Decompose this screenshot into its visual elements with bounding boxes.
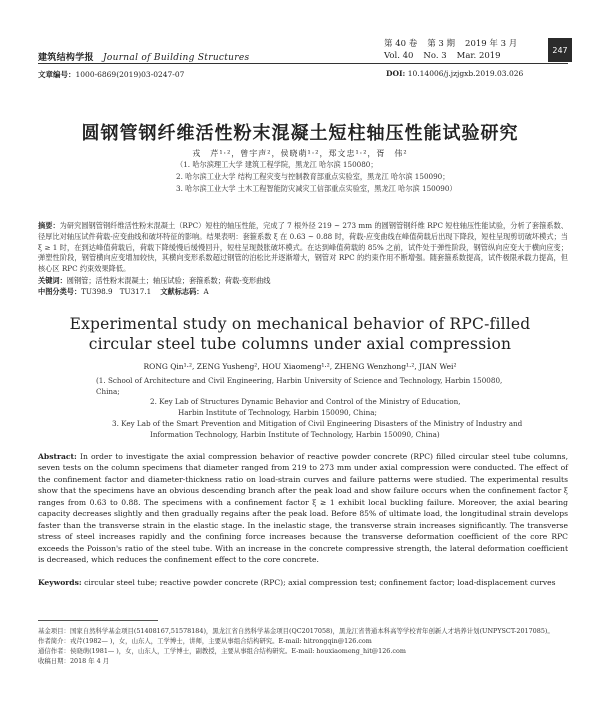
header-rule: [38, 63, 568, 64]
doi-label: DOI:: [386, 69, 406, 78]
authors-en: RONG Qin¹·², ZENG Yusheng², HOU Xiaomeng¹·², ZHENG Wenzhong¹·², JIAN Wei²: [143, 362, 457, 371]
doc-code-label: 文献标志码：: [160, 287, 204, 296]
issue-cn: 第 3 期: [427, 39, 456, 49]
abstract-en-text: In order to investigate the axial compression behavior of reactive powder concrete (RPC) filled circular steel tube columns, seven tests on the column specimens that diameter ranged from 219 to 273 mm under axial compression were conducted. The effect of the confinement factor and diameter-thickness ratio on load-strain curves and failure patterns were studied. The experimental results show that the specimens have an obvious descending branch after the peak load and show failure occurs when the confinement factor ξ ranges from 0.63 to 0.88. The specimens with a confinement factor ξ ≥ 1 exhibit local buckling failure. Moreover, the axial bearing capacity decreases slightly and then gradually regains after the peak load. Before 85% of ultimate load, the longitudinal strain develops faster than the transverse strain in the elastic stage. In the inelastic stage, the transverse strain increases significantly. The transverse stress of steel increases rapidly and the confining force increases because the transverse deformation coefficient of the core RPC exceeds the Poisson's ratio of the steel tube. With an increase in the concrete compressive strength, the lateral deformation coefficient is decreased, which reduces the confinement effect to the core concrete.: [38, 452, 568, 565]
affiliations-en: [96, 376, 528, 440]
date-en: Mar. 2019: [456, 51, 501, 61]
keywords-en: [38, 577, 568, 588]
affiliation-cn-3: 3. 哈尔滨工业大学 土木工程智能防灾减灾工信部重点实验室，黑龙江 哈尔滨 150090）: [176, 184, 457, 193]
abstract-cn-label: 摘要：: [38, 221, 60, 230]
affiliations-cn: [176, 159, 516, 195]
journal-header: [38, 50, 249, 63]
paper-title-en: [0, 314, 600, 354]
keywords-en-text: circular steel tube; reactive powder concrete (RPC); axial compression test; confinement factor; load-displacement curves: [84, 578, 556, 587]
issue-en: No. 3: [423, 51, 447, 61]
footnote-rule: [38, 620, 158, 621]
footnotes: [38, 626, 568, 666]
affiliation-en-1: (1. School of Architecture and Civil Engineering, Harbin University of Science and Technology, Harbin 150080, China;: [96, 376, 503, 396]
footnote-received: 收稿日期：2018 年 4 月: [38, 657, 110, 665]
abstract-cn: [38, 221, 568, 275]
paper-title-cn: 圆钢管钢纤维活性粉末混凝土短柱轴压性能试验研究: [81, 123, 519, 144]
article-number-value: 1000-6869(2019)03-0247-07: [75, 70, 185, 79]
abstract-en: [38, 451, 568, 566]
paper-title-en-line1: Experimental study on mechanical behavior of RPC-filled: [69, 315, 531, 333]
doi-value: 10.14006/j.jzjgxb.2019.03.026: [407, 69, 524, 78]
date-cn: 2019 年 3 月: [465, 39, 518, 49]
affiliation-en-3b: Information Technology, Harbin Institute of Technology, Harbin 150090, China): [150, 429, 440, 439]
affiliation-en-3a: 3. Key Lab of the Smart Prevention and Mitigation of Civil Engineering Disasters of the Ministry of Industry and: [112, 418, 523, 428]
keywords-cn-label: 关键词：: [38, 276, 67, 285]
volume-en: Vol. 40: [384, 51, 414, 61]
footnote-author-bio: 作者简介：戎芹(1982— )，女，山东人，工学博士，讲师，主要从事组合结构研究。E-mail: hitrongqin@126.com: [38, 637, 372, 645]
authors-cn: 戎 芹¹·²，曾宇声²，侯晓萌¹·²，郑文忠¹·²，胥 伟²: [192, 149, 408, 158]
classification-value: TU398.9 TU317.1: [81, 287, 152, 296]
abstract-cn-text: 为研究圆钢管钢纤维活性粉末混凝土（RPC）短柱的轴压性能，完成了 7 根外径 219 ~ 273 mm 的圆钢管钢纤维 RPC 短柱轴压性能试验，分析了套箍系数、径厚比对轴压试件荷载-应变曲线和破坏特征的影响。结果表明：套箍系数 ξ 在 0.63 ~ 0.88 时，荷载-应变曲线在峰值荷载后出现下降段，短柱呈现剪切破坏模式；当 ξ ≥ 1 时，在到达峰值荷载后，荷载下降缓慢后缓慢回升，短柱呈现鼓胀破坏模式。在达到峰值荷载的 85% 之前，试件处于弹性阶段，钢管纵向应变大于横向应变；弹塑性阶段，钢管横向应变增加较快，其横向变形系数超过钢管的泊松比并逐渐增大，钢管对 RPC 的约束作用不断增强。随套箍系数提高，试件极限承载力提高，但核心区 RPC 约束效果降低。: [38, 221, 568, 274]
abstract-en-label: Abstract:: [38, 452, 77, 461]
affiliation-en-2b: Harbin Institute of Technology, Harbin 150090, China;: [178, 408, 377, 418]
footnote-corresponding: 通信作者：侯晓萌(1981— )，女，山东人，工学博士，副教授，主要从事组合结构研究。E-mail: houxiaomeng_hit@126.com: [38, 647, 406, 655]
keywords-cn-text: 圆钢管；活性粉末混凝土；轴压试验；套箍系数；荷载-变形曲线: [66, 276, 271, 285]
affiliation-en-2a: 2. Key Lab of Structures Dynamic Behavior and Control of the Ministry of Education,: [150, 397, 461, 407]
volume-cn: 第 40 卷: [384, 39, 418, 49]
classification-cn: [38, 287, 568, 297]
keywords-en-label: Keywords:: [38, 578, 82, 587]
issue-info: [384, 38, 546, 62]
classification-label: 中图分类号：: [38, 287, 82, 296]
doi: [386, 69, 523, 78]
doc-code-value: A: [203, 287, 209, 296]
article-number: [38, 69, 184, 80]
affiliation-cn-2: 2. 哈尔滨工业大学 结构工程灾变与控制教育部重点实验室，黑龙江 哈尔滨 150090；: [176, 172, 450, 181]
page-number-badge: 247: [548, 38, 572, 62]
affiliation-cn-1: （1. 哈尔滨理工大学 建筑工程学院，黑龙江 哈尔滨 150080；: [176, 160, 378, 169]
paper-title-en-line2: circular steel tube columns under axial compression: [88, 335, 512, 353]
keywords-cn: [38, 276, 568, 286]
journal-name-en: Journal of Building Structures: [102, 53, 250, 63]
footnote-funding: 基金项目：国家自然科学基金项目(51408167,51578184)，黑龙江省自然科学基金项目(QC2017058)，黑龙江省普通本科高等学校青年创新人才培养计划(UNPYSCT-2017085)。: [38, 627, 554, 635]
journal-name-cn: 建筑结构学报: [38, 53, 94, 63]
article-number-label: 文章编号：: [38, 70, 76, 79]
